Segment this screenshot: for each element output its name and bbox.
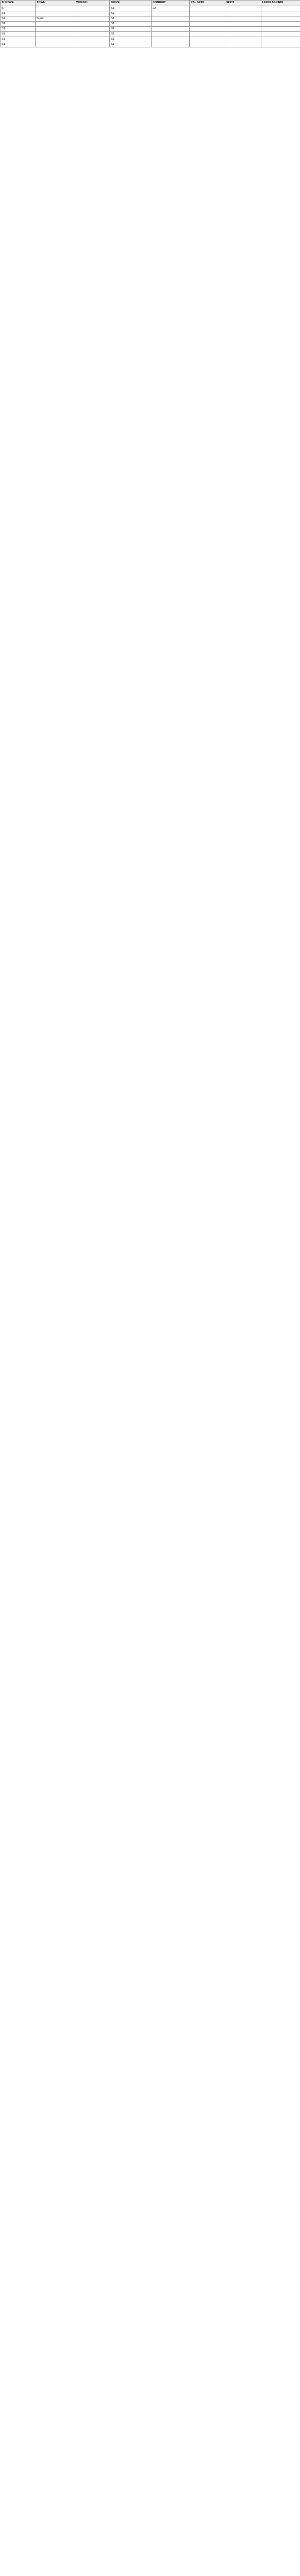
column-header[interactable]: PAL SPIN [190,1,225,6]
table-cell[interactable] [225,22,261,27]
table-cell[interactable] [152,22,190,27]
table-cell[interactable] [36,37,75,42]
table-cell[interactable]: S1 [1,42,36,47]
table-row [1,37,300,42]
table-cell[interactable]: S1 [110,22,152,27]
table-cell[interactable]: Stand [36,16,75,22]
column-header[interactable]: DRIVE [110,1,152,6]
table-row [1,16,300,22]
table-cell[interactable]: S1 [110,6,152,11]
table-cell[interactable] [190,22,225,27]
table-cell[interactable] [190,11,225,16]
table-cell[interactable] [261,32,300,37]
table-cell[interactable] [75,16,110,22]
table-cell[interactable] [152,11,190,16]
table-cell[interactable]: S1 [1,16,36,22]
table-cell[interactable] [261,22,300,27]
data-table [0,0,300,47]
table-cell[interactable] [75,22,110,27]
table-cell[interactable] [152,16,190,22]
table-cell[interactable]: S1 [110,37,152,42]
table-cell[interactable] [75,11,110,16]
table-cell[interactable] [261,42,300,47]
table-cell[interactable] [152,27,190,32]
table-cell[interactable]: S1 [1,32,36,37]
table-cell[interactable]: S1 [1,11,36,16]
table-row [1,42,300,47]
table-cell[interactable] [190,32,225,37]
table-cell[interactable] [225,42,261,47]
table-cell[interactable] [225,6,261,11]
table-cell[interactable]: S1 [1,22,36,27]
table-cell[interactable] [190,27,225,32]
table-cell[interactable] [190,42,225,47]
table-row [1,22,300,27]
table-cell[interactable]: S1 [110,11,152,16]
table-cell[interactable]: S1 [110,16,152,22]
table-cell[interactable] [75,32,110,37]
table-cell[interactable] [261,11,300,16]
table-cell[interactable]: S1 [110,27,152,32]
table-cell[interactable] [36,32,75,37]
table-cell[interactable] [36,22,75,27]
table-cell[interactable] [152,42,190,47]
table-cell[interactable]: S1 [110,42,152,47]
table-cell[interactable] [225,27,261,32]
table-cell[interactable] [261,37,300,42]
table-row [1,32,300,37]
column-header[interactable]: SHROVE [1,1,36,6]
table-cell[interactable] [36,11,75,16]
table-row [1,6,300,11]
table-cell[interactable] [261,6,300,11]
table-cell[interactable] [75,42,110,47]
table-cell[interactable]: S1 [110,32,152,37]
table-cell[interactable] [152,37,190,42]
table-cell[interactable] [225,32,261,37]
column-header[interactable]: TOWN [36,1,75,6]
table-cell[interactable] [75,6,110,11]
column-header[interactable]: WOUND [75,1,110,6]
table-cell[interactable] [36,42,75,47]
table-row [1,11,300,16]
table-row [1,27,300,32]
table-cell[interactable]: 22 [152,6,190,11]
table-cell[interactable] [36,27,75,32]
table-cell[interactable] [152,32,190,37]
table-cell[interactable] [225,37,261,42]
table-cell[interactable] [190,16,225,22]
table-cell[interactable]: S1 [1,27,36,32]
table-cell[interactable] [36,6,75,11]
column-header[interactable]: CONDUIT [152,1,190,6]
column-header[interactable]: UNDO ASPIRIN [261,1,300,6]
table-cell[interactable] [75,27,110,32]
table-cell[interactable] [261,27,300,32]
header-row [1,1,300,6]
table-cell[interactable] [225,16,261,22]
table-cell[interactable] [190,6,225,11]
table-cell[interactable] [261,16,300,22]
table-cell[interactable] [75,37,110,42]
table-cell[interactable]: S1 [1,37,36,42]
table-cell[interactable] [190,37,225,42]
table-cell[interactable] [225,11,261,16]
table-cell[interactable]: S [1,6,36,11]
column-header[interactable]: SHOT [225,1,261,6]
